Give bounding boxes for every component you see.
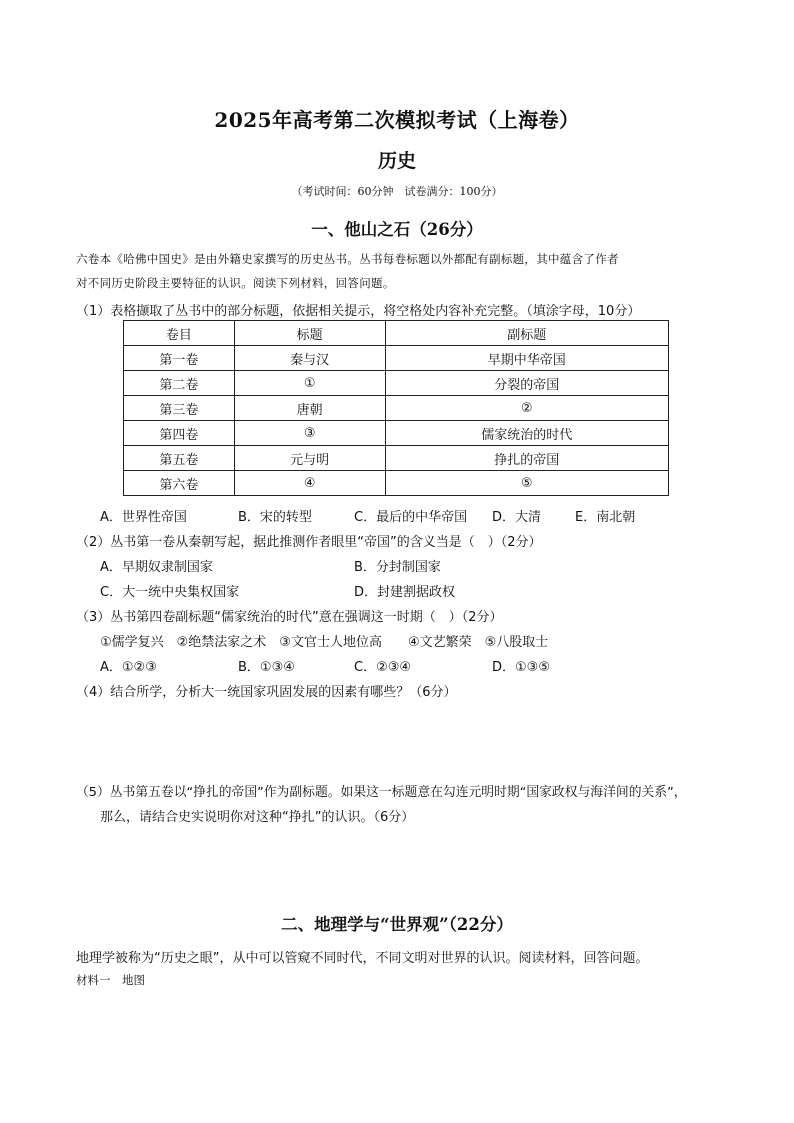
question-5-line2: 那么，请结合史实说明你对这种“挣扎”的认识。（6分）: [100, 810, 415, 825]
table-cell: 秦与汉: [234, 346, 385, 371]
section1-intro-line2: 对不同历史阶段主要特征的认识。阅读下列材料，回答问题。: [76, 276, 395, 290]
table-cell: 第二卷: [124, 371, 235, 396]
q2-option-c[interactable]: C．大一统中央集权国家: [100, 585, 240, 600]
table-header-cell: 副标题: [385, 321, 668, 346]
table-row: [124, 421, 669, 446]
question-3-text: （3）丛书第四卷副标题“儒家统治的时代”意在强调这一时期（ ）（2分）: [76, 610, 503, 625]
table-cell: 早期中华帝国: [385, 346, 668, 371]
section1-title: 一、他山之石（26分）: [311, 220, 483, 239]
question-3-items: ①儒学复兴 ②绝禁法家之术 ③文官士人地位高 ④文艺繁荣 ⑤八股取士: [100, 635, 549, 650]
table-cell: 第五卷: [124, 446, 235, 471]
q2-option-d[interactable]: D．封建割据政权: [354, 585, 456, 600]
q1-option-d[interactable]: D．大清: [492, 510, 542, 525]
q2-option-b[interactable]: B．分封制国家: [354, 560, 441, 575]
table-header-cell: 卷目: [124, 321, 235, 346]
section2-intro: 地理学被称为“历史之眼”，从中可以管窥不同时代，不同文明对世界的认识。阅读材料，回答问题。: [76, 951, 649, 966]
table-row: [124, 346, 669, 371]
table-cell: 第六卷: [124, 471, 235, 496]
q1-option-a[interactable]: A．世界性帝国: [100, 510, 187, 525]
table-cell: 分裂的帝国: [385, 371, 668, 396]
table-cell: 第一卷: [124, 346, 235, 371]
section2-title: 二、地理学与“世界观”（22分）: [281, 915, 513, 934]
table-cell: 第四卷: [124, 421, 235, 446]
table-row: [124, 371, 669, 396]
table-cell: ②: [385, 396, 668, 421]
question-5-line1: （5）丛书第五卷以“挣扎的帝国”作为副标题。如果这一标题意在勾连元明时期“国家政权与海洋间的关系”，: [76, 785, 687, 800]
q2-option-a[interactable]: A．早期奴隶制国家: [100, 560, 213, 575]
q3-option-b[interactable]: B．①③④: [238, 660, 295, 675]
table-cell: ⑤: [385, 471, 668, 496]
table-cell: 儒家统治的时代: [385, 421, 668, 446]
exam-title: 2025年高考第二次模拟考试（上海卷）: [214, 108, 580, 132]
table-cell: ④: [234, 471, 385, 496]
subject-title: 历史: [377, 150, 416, 172]
table-header-row: [124, 321, 669, 346]
table-row: [124, 446, 669, 471]
table-cell: 元与明: [234, 446, 385, 471]
q1-option-c[interactable]: C．最后的中华帝国: [354, 510, 468, 525]
table-row: [124, 396, 669, 421]
volume-table: [123, 320, 669, 496]
question-1-text: （1）表格撷取了丛书中的部分标题，依据相关提示，将空格处内容补充完整。（填涂字母，10分）: [76, 304, 641, 319]
table-cell: ③: [234, 421, 385, 446]
material1-label: 材料一 地图: [76, 973, 145, 987]
table-row: [124, 471, 669, 496]
q3-option-a[interactable]: A．①②③: [100, 660, 157, 675]
question-4-text: （4）结合所学，分析大一统国家巩固发展的因素有哪些？（6分）: [76, 685, 457, 700]
table-cell: 唐朝: [234, 396, 385, 421]
q3-option-c[interactable]: C．②③④: [354, 660, 412, 675]
table-cell: 挣扎的帝国: [385, 446, 668, 471]
exam-info: （考试时间：60分钟 试卷满分：100分）: [291, 185, 503, 198]
section1-intro-line1: 六卷本《哈佛中国史》是由外籍史家撰写的历史丛书。丛书每卷标题以外都配有副标题，其中蕴含了作者: [76, 252, 619, 266]
table-header-cell: 标题: [234, 321, 385, 346]
q1-option-e[interactable]: E．南北朝: [575, 510, 636, 525]
q1-option-b[interactable]: B．宋的转型: [238, 510, 312, 525]
q3-option-d[interactable]: D．①③⑤: [492, 660, 550, 675]
table-cell: ①: [234, 371, 385, 396]
table-cell: 第三卷: [124, 396, 235, 421]
question-2-text: （2）丛书第一卷从秦朝写起，据此推测作者眼里“帝国”的含义当是（ ）（2分）: [76, 535, 542, 550]
